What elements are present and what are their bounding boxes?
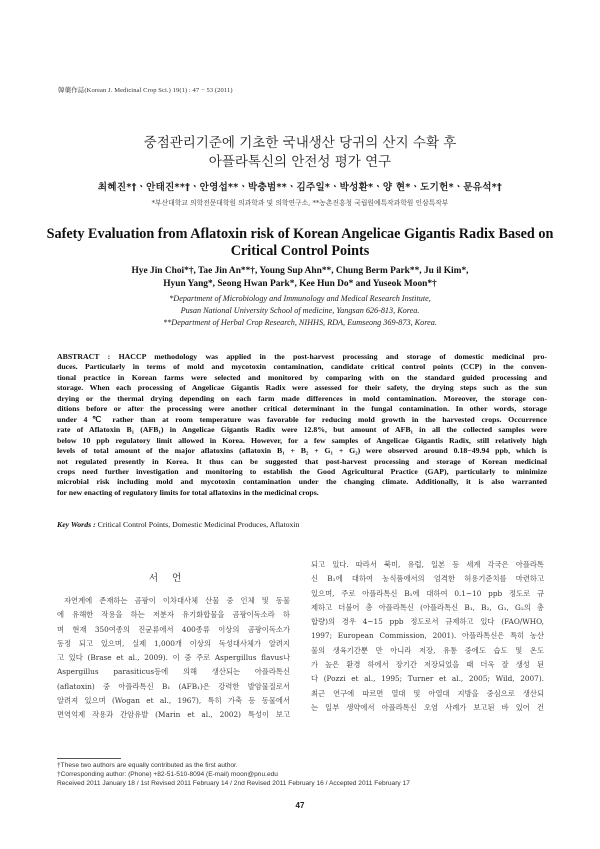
- abstract-line: tional practice in Korean farms were selected and monitored by comparing with on the standard guided processing and: [57, 372, 547, 382]
- footnote-received-dates: Received 2011 January 18 / 1st Revised 2011 February 14 / 2nd Revised 2011 February 16 / Accepted 2011 February 17: [57, 780, 410, 788]
- body-line: 가 높은 환경 하에서 장기간 저장되었을 때 더욱 잘 생성 된: [311, 660, 544, 670]
- english-authors-line-2: Hyun Yang*, Seong Hwan Park*, Kee Hun Do* and Yuseok Moon*†: [163, 279, 437, 289]
- body-line: 면역억제 작용과 간암유발 (Marin et al., 2002) 특성이 보고: [57, 710, 290, 720]
- body-line: 있으며, 주로 아플라톡신 B₁에 대하여 0.1~10 ppb 정도로 규: [311, 588, 544, 598]
- footnote-corresponding-author: †Corresponding author: (Phone) +82-51-510-8094 (E-mail) moon@pnu.edu: [57, 771, 278, 779]
- body-line: 고 있다 (Brase et al., 2009). 이 중 주로 Aspergillus flavus나: [57, 653, 290, 663]
- abstract-line: not regulated presently in Korea. It thus can be suggested that post-harvest processing and storage of Korean medicinal: [57, 456, 547, 466]
- abstract-line: duces. Particularly in terms of mold and mycotoxin contamination, candidate critical control points (CCP) in the conven-: [57, 362, 547, 372]
- abstract-line: storage. When each processing of Angelicae Gigantis Radix were assessed for their safety, the drying steps such as the sun: [57, 383, 547, 393]
- abstract-line: drying or the thermal drying depending on each farm made differences in mold contamination. Moreover, the storage con-: [57, 393, 547, 403]
- korean-affiliation: *부산대학교 의학전문대학원 의과학과 및 의학연구소, **농촌진흥청 국립원예특작과학원 인삼특작부: [151, 199, 449, 207]
- abstract-line: ABSTRACT : HACCP methodology was applied in the post-harvest processing and storage of domestic medicinal pro-: [57, 352, 547, 361]
- english-affiliation-line-3: **Department of Herbal Crop Research, NIHHS, RDA, Eumseong 369-873, Korea.: [163, 318, 437, 327]
- abstract-line: microbial risk including mold and mycotoxin contamination under the changing climate. Additionally, it is also warranted: [57, 477, 547, 487]
- abstract: [57, 352, 547, 498]
- abstract-line: ditions before or after the processing were another critical determinant in the fungal contamination. In other words, storage: [57, 404, 547, 414]
- body-line: 동정 되고 있으며, 실제 1,000개 이상의 독성대사체가 알려지: [57, 638, 290, 648]
- english-affiliation-line-2: Pusan National University School of medicine, Yangsan 626-813, Korea.: [180, 306, 420, 315]
- body-line: 합량)의 경우 4~15 ppb 정도로서 규제하고 있다 (FAO/WHO,: [311, 617, 544, 627]
- body-line: 최근 연구에 따르면 열대 및 아열대 지방을 중심으로 생산되: [311, 688, 544, 698]
- abstract-line: under 4℃ rather than at room temperature was favorable for reducing mold growth in the harvested crops. Occurrence: [57, 414, 547, 424]
- body-line: 자연계에 존재하는 곰팡이 이차대사체 산물 중 인체 및 동물: [64, 596, 290, 605]
- body-line: 알려져 있으며 (Wogan et al., 1967), 특히 가축 등 동물에서: [57, 696, 290, 706]
- body-right-column: [311, 558, 544, 715]
- korean-authors: 최혜진*†ㆍ안태진**†ㆍ안영섭**ㆍ박충범**ㆍ김주일*ㆍ박성환*ㆍ양 현*ㆍ도기헌*ㆍ문유석*†: [97, 182, 503, 193]
- keywords: [57, 520, 299, 529]
- korean-title-line-2: 아플라톡신의 안전성 평가 연구: [208, 154, 392, 170]
- footnotes: [57, 761, 410, 789]
- body-line: (aflatoxin) 중 아플라톡신 B₁ (AFB₁)은 강력한 발암물질로서: [57, 681, 290, 691]
- english-affiliation-line-1: *Department of Microbiology and Immunology and Medical Research Institute,: [169, 294, 431, 303]
- keywords-text: Critical Control Points, Domestic Medicinal Produces, Aflatoxin: [95, 520, 300, 529]
- page-number: 47: [295, 801, 305, 810]
- body-line: 제하고 더불어 총 아플라톡신 (아플라톡신 B₁, B₂, G₁, G₂의 총: [311, 602, 544, 612]
- abstract-line: rate of Aflatoxin B₁ (AFB₁) in Angelicae Gigantis Radix were 12.8%, but amount of AFB₁ in all the collected samples were: [57, 425, 547, 435]
- body-line: 신 B₁에 대하여 농식품에서의 엄격한 허용기준치를 마련하고: [311, 574, 544, 584]
- body-line: 에 유해한 작용을 하는 저분자 유기화합물을 곰팡이독소라 하: [57, 610, 290, 620]
- abstract-line: crops need further investigation and monitoring to establish the Good Agricultural Practice (GAP), particularly to minimize: [57, 466, 547, 476]
- korean-title-line-1: 중점관리기준에 기초한 국내생산 당귀의 산지 수확 후: [143, 135, 457, 151]
- abstract-line: below 10 ppb regulatory limit allowed in Korea. However, for a few samples of Angelicae Gigantis Radix, still relatively high: [57, 435, 547, 445]
- body-line: 다 (Pozzi et al., 1995; Turner et al., 2005; Wild, 2007).: [311, 674, 544, 684]
- body-line: 는 일부 생약에서 아플라톡신 오염 사례가 보고된 바 있어 건: [311, 702, 544, 712]
- body-line: 되고 있다. 따라서 북미, 유럽, 일본 등 세계 각국은 아플라톡: [311, 560, 544, 569]
- english-title-line-2: Critical Control Points: [230, 243, 370, 259]
- body-line: 며 현재 350여종의 진균류에서 400종류 이상의 곰팡이독소가: [57, 624, 290, 634]
- section-heading-introduction: 서언: [148, 573, 196, 584]
- footnote-divider: [57, 758, 121, 759]
- body-line: 물의 생육기간뿐 만 아니라 저장, 유통 중에도 습도 및 온도: [311, 645, 544, 655]
- footnote-equal-contribution: †These two authors are equally contributed as the first author.: [57, 762, 238, 769]
- journal-header: 韓藥作誌(Korean J. Medicinal Crop Sci.) 19(1) : 47 − 53 (2011): [58, 87, 233, 94]
- english-authors-line-1: Hye Jin Choi*†, Tae Jin An**†, Young Sup Ahn**, Chung Berm Park**, Ju il Kim*,: [131, 266, 469, 276]
- english-title-line-1: Safety Evaluation from Aflatoxin risk of Korean Angelicae Gigantis Radix Based on: [46, 226, 554, 242]
- body-line: Aspergillus parasiticus등에 의해 생산되는 아플라톡신: [57, 667, 290, 677]
- body-line: 1997; European Commission, 2001). 아플라톡신은 특히 농산: [311, 631, 544, 641]
- abstract-line: levels of total amount of the major aflatoxins (aflatoxin B₁ + B₂ + G₁ + G₂) were observed around 0.18−49.94 ppb, which is: [57, 446, 547, 456]
- keywords-label: Key Words :: [57, 520, 96, 529]
- body-left-column: [57, 594, 290, 723]
- abstract-line: for new enacting of regulatory limits for total aflatoxins in the medicinal crops.: [57, 487, 319, 497]
